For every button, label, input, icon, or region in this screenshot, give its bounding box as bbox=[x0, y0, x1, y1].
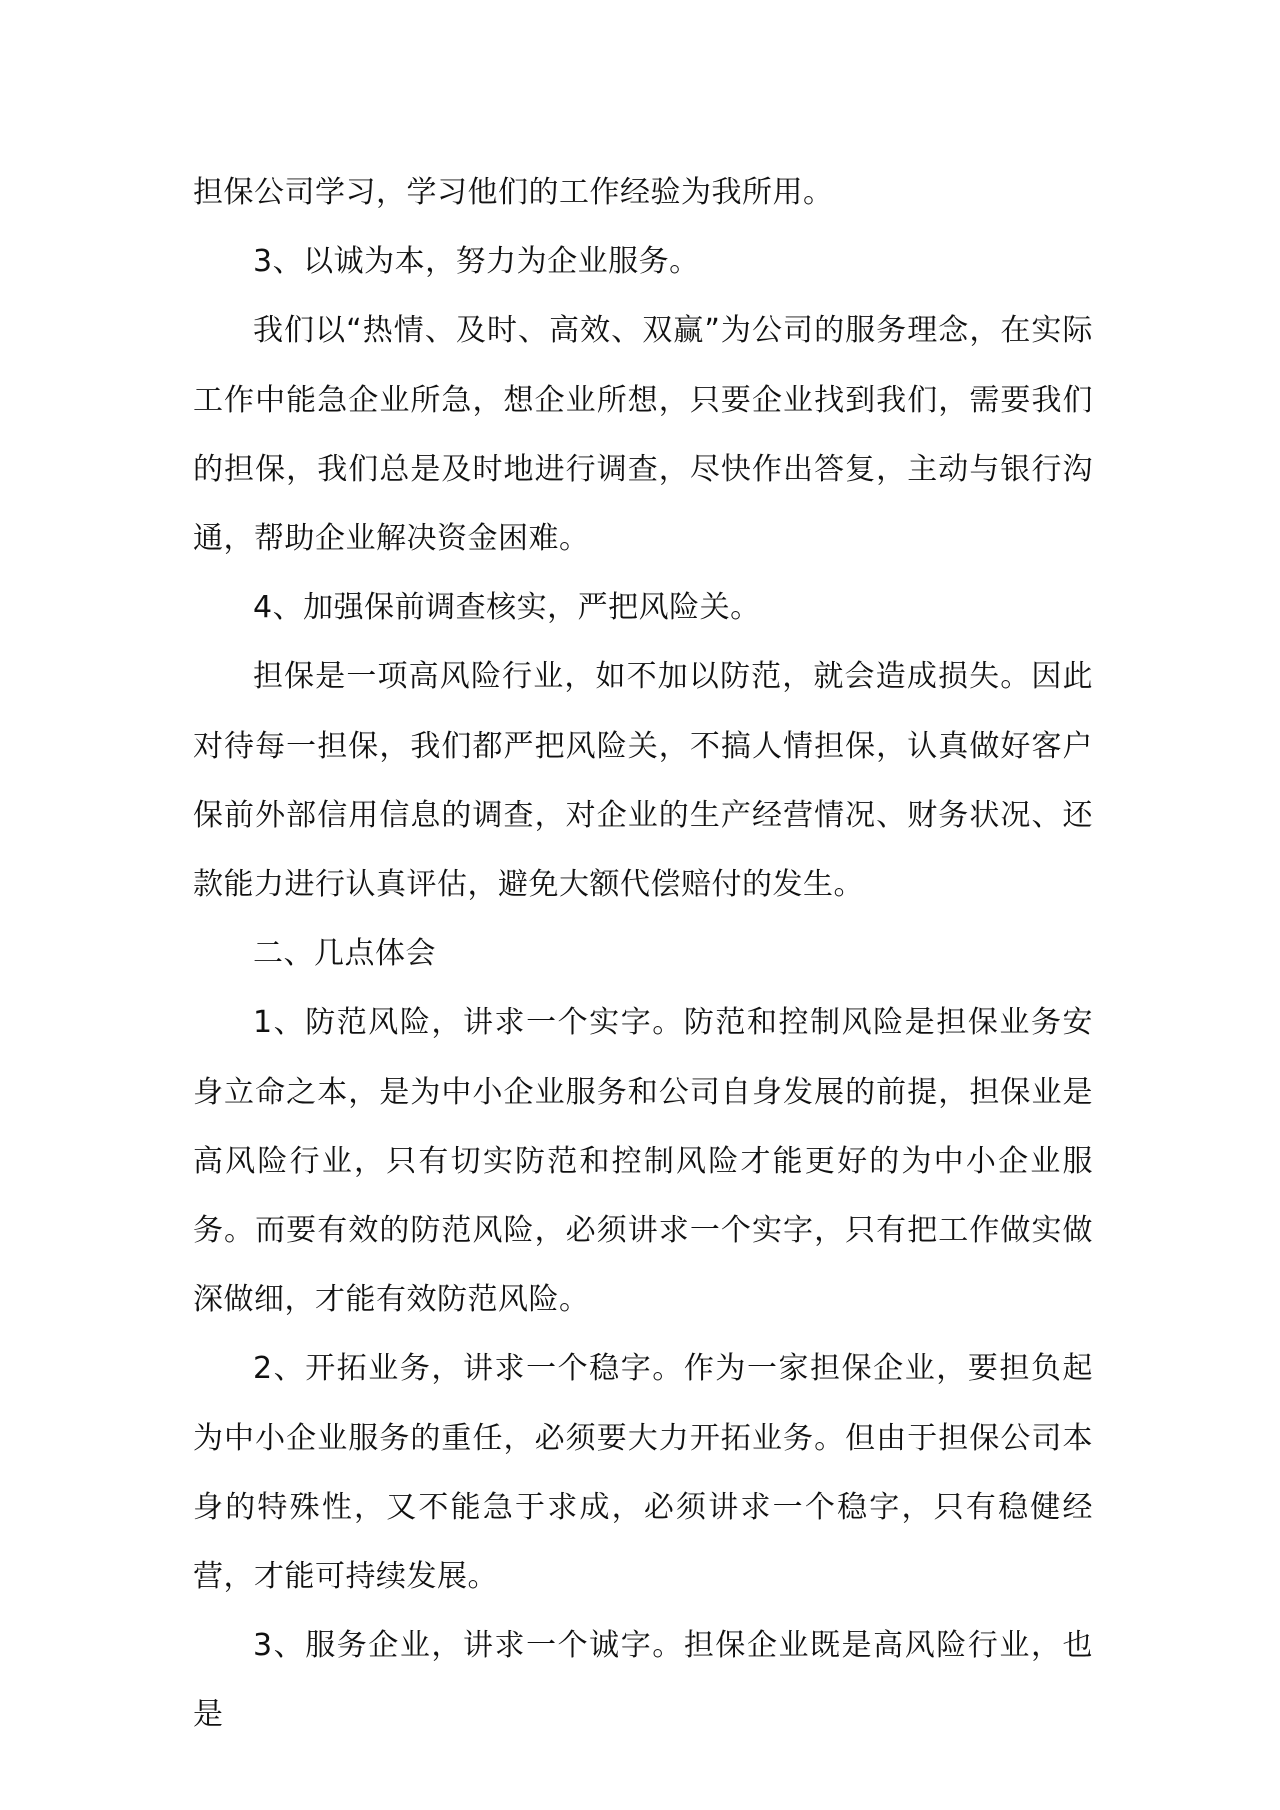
document-body bbox=[193, 158, 1093, 1750]
paragraph-body: 3、服务企业，讲求一个诚字。担保企业既是高风险行业，也是 bbox=[193, 1628, 1093, 1733]
paragraph-body: 2、开拓业务，讲求一个稳字。作为一家担保企业，要担负起为中小企业服务的重任，必须要大力开拓业务。但由于担保公司本身的特殊性，又不能急于求成，必须讲求一个稳字，只有稳健经营，才能可持续发展。 bbox=[193, 1351, 1093, 1595]
paragraph-body: 1、防范风险，讲求一个实字。防范和控制风险是担保业务安身立命之本，是为中小企业服务和公司自身发展的前提，担保业是高风险行业，只有切实防范和控制风险才能更好的为中小企业服务。而要有效的防范风险，必须讲求一个实字，只有把工作做实做深做细，才能有效防范风险。 bbox=[193, 1005, 1093, 1318]
paragraph-continuation: 担保公司学习，学习他们的工作经验为我所用。 bbox=[193, 175, 834, 210]
paragraph-heading-3: 3、以诚为本，努力为企业服务。 bbox=[253, 244, 700, 280]
paragraph-body: 担保是一项高风险行业，如不加以防范，就会造成损失。因此对待每一担保，我们都严把风险关，不搞人情担保，认真做好客户保前外部信用信息的调查，对企业的生产经营情况、财务状况、还款能力进行认真评估，避免大额代偿赔付的发生。 bbox=[193, 659, 1093, 903]
paragraph-body: 我们以“热情、及时、高效、双赢”为公司的服务理念，在实际工作中能急企业所急，想企业所想，只要企业找到我们，需要我们的担保，我们总是及时地进行调查，尽快作出答复，主动与银行沟通，帮助企业解决资金困难。 bbox=[193, 313, 1093, 557]
paragraph-heading-4: 4、加强保前调查核实，严把风险关。 bbox=[253, 590, 761, 626]
section-heading: 二、几点体会 bbox=[253, 936, 436, 972]
